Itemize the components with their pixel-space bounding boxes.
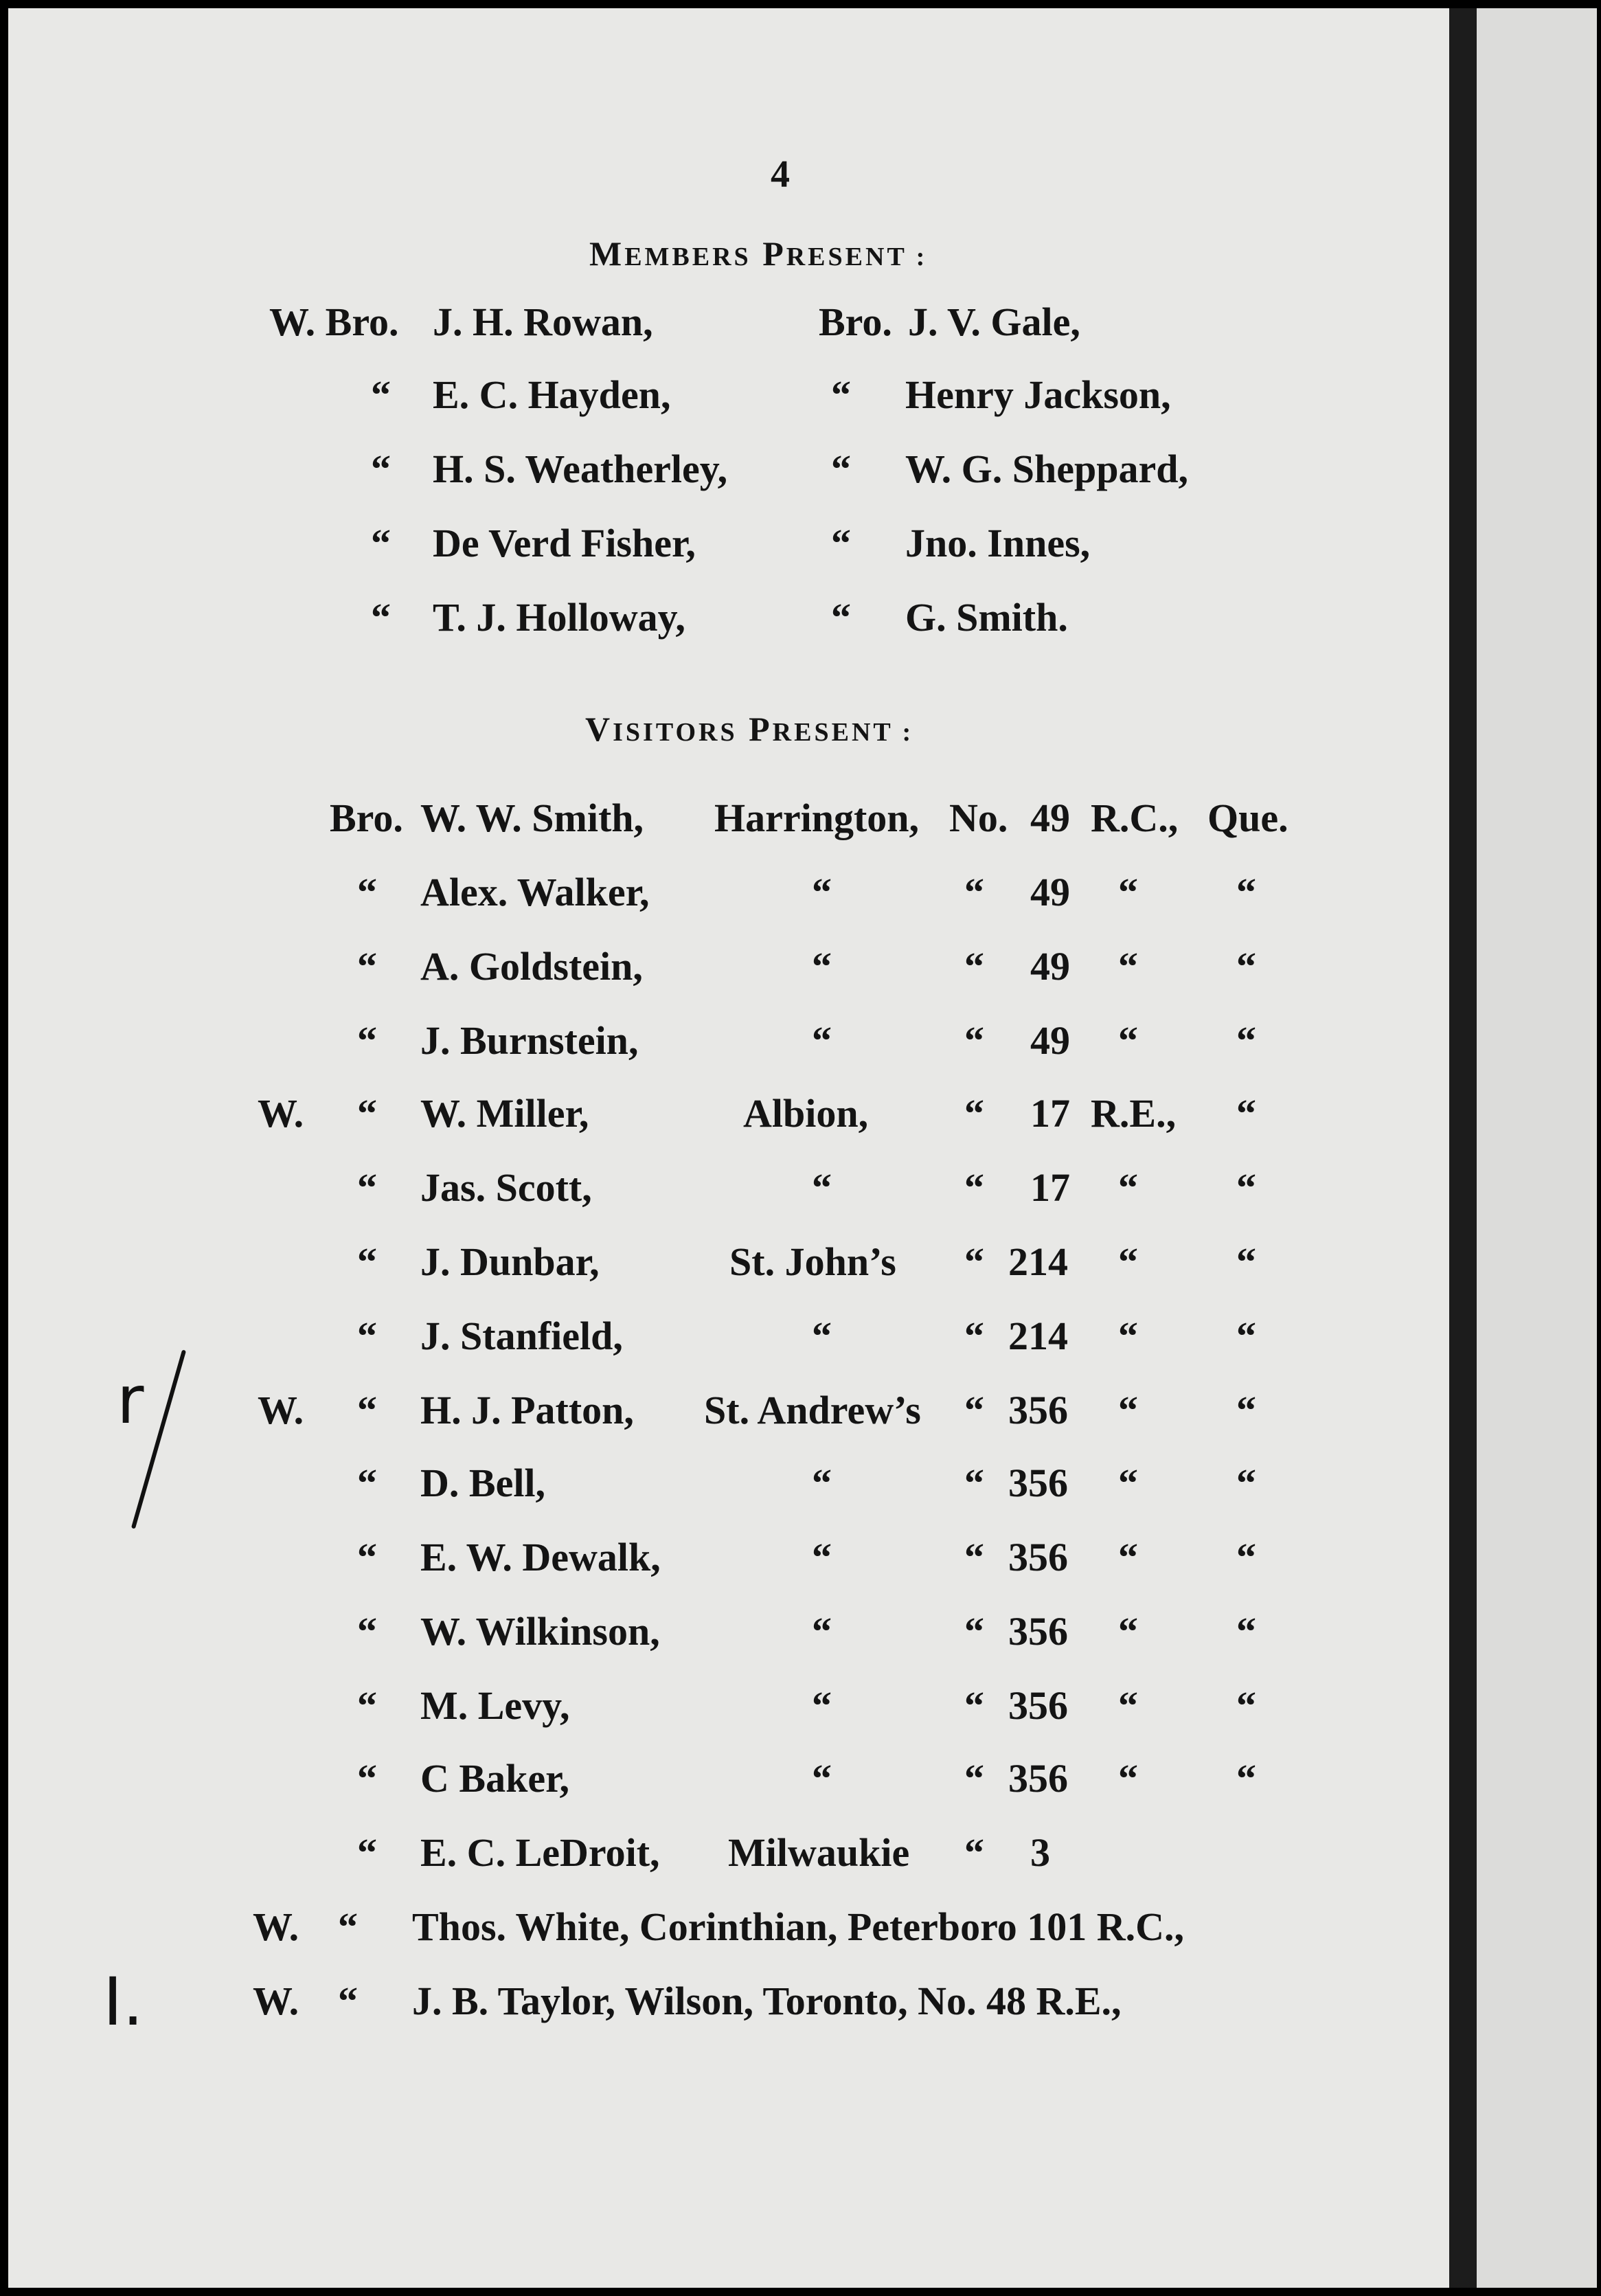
rank-label: W.: [258, 1091, 304, 1136]
ditto-mark: “: [812, 944, 832, 989]
ditto-mark: “: [1118, 944, 1138, 989]
margin-note-r: r: [117, 1362, 144, 1439]
lodge-number: 17: [1030, 1165, 1070, 1210]
ditto-mark: “: [338, 1979, 358, 2023]
lodge-number: 49: [1030, 796, 1070, 840]
member-name: De Verd Fisher,: [433, 521, 696, 565]
visitor-name: H. J. Patton,: [420, 1388, 634, 1432]
brother-prefix: Bro.: [330, 796, 403, 840]
ditto-mark: “: [831, 521, 851, 565]
rank-label: W.: [253, 1979, 299, 2023]
ditto-mark: “: [964, 870, 984, 914]
ditto-mark: “: [964, 1018, 984, 1063]
ditto-mark: “: [964, 1091, 984, 1136]
lodge-number: 49: [1030, 870, 1070, 914]
ditto-mark: “: [357, 1683, 377, 1728]
ditto-mark: “: [1118, 1018, 1138, 1063]
lodge-name: St. Andrew’s: [704, 1388, 921, 1432]
ditto-mark: “: [357, 944, 377, 989]
lodge-number: 49: [1030, 1018, 1070, 1063]
visitor-name: W. W. Smith,: [420, 796, 644, 840]
ditto-mark: “: [812, 1461, 832, 1505]
ditto-mark: “: [1236, 1535, 1256, 1579]
ditto-mark: “: [1236, 944, 1256, 989]
visitors-heading: VISITORS PRESENT :: [585, 710, 914, 748]
visitor-name: D. Bell,: [420, 1461, 546, 1505]
visitor-name: Jas. Scott,: [420, 1165, 592, 1210]
ditto-mark: “: [964, 1830, 984, 1875]
ditto-mark: “: [1236, 1091, 1256, 1136]
ditto-mark: “: [1118, 1461, 1138, 1505]
lodge-name: Milwaukie: [728, 1830, 910, 1875]
ditto-mark: “: [1236, 1314, 1256, 1358]
member-name: G. Smith.: [905, 595, 1068, 640]
ditto-mark: “: [1118, 1609, 1138, 1654]
lodge-number: 49: [1030, 944, 1070, 989]
page-binding-edge: [1449, 8, 1477, 2288]
ditto-mark: “: [812, 1609, 832, 1654]
ditto-mark: “: [1236, 870, 1256, 914]
province: Que.: [1207, 796, 1288, 840]
ditto-mark: “: [1118, 1165, 1138, 1210]
visitor-name: C Baker,: [420, 1756, 569, 1801]
lodge-number: 356: [1008, 1609, 1068, 1654]
visitor-name: E. W. Dewalk,: [420, 1535, 661, 1579]
ditto-mark: “: [831, 595, 851, 640]
ditto-mark: “: [1118, 1535, 1138, 1579]
member-prefix: Bro.: [819, 300, 892, 344]
ditto-mark: “: [964, 1756, 984, 1801]
lodge-number: 356: [1008, 1388, 1068, 1432]
visitor-entry: Thos. White, Corinthian, Peterboro 101 R.C.,: [412, 1904, 1185, 1949]
ditto-mark: “: [1118, 1756, 1138, 1801]
margin-note-i: I.: [103, 1963, 144, 2040]
ditto-mark: “: [812, 1756, 832, 1801]
visitor-name: A. Goldstein,: [420, 944, 643, 989]
lodge-number: 17: [1030, 1091, 1070, 1136]
ditto-mark: “: [1118, 1314, 1138, 1358]
ditto-mark: “: [964, 1461, 984, 1505]
ditto-mark: “: [1118, 870, 1138, 914]
lodge-number: 3: [1030, 1830, 1050, 1875]
ditto-mark: “: [357, 1535, 377, 1579]
ditto-mark: “: [1236, 1756, 1256, 1801]
visitor-name: M. Levy,: [420, 1683, 570, 1728]
ditto-mark: “: [964, 1683, 984, 1728]
jurisdiction: R.C.,: [1091, 796, 1179, 840]
ditto-mark: “: [357, 1314, 377, 1358]
ditto-mark: “: [1236, 1683, 1256, 1728]
ditto-mark: “: [964, 1165, 984, 1210]
ditto-mark: “: [357, 1018, 377, 1063]
member-name: E. C. Hayden,: [433, 372, 671, 417]
member-name: Henry Jackson,: [905, 372, 1171, 417]
jurisdiction: R.E.,: [1091, 1091, 1177, 1136]
ditto-mark: “: [964, 1239, 984, 1284]
member-name: W. G. Sheppard,: [905, 447, 1189, 491]
ditto-mark: “: [812, 1535, 832, 1579]
ditto-mark: “: [371, 595, 391, 640]
lodge-number: 356: [1008, 1461, 1068, 1505]
ditto-mark: “: [812, 870, 832, 914]
visitor-name: Alex. Walker,: [420, 870, 650, 914]
ditto-mark: “: [812, 1165, 832, 1210]
lodge-number: 214: [1008, 1239, 1068, 1284]
member-name: H. S. Weatherley,: [433, 447, 728, 491]
visitor-entry: J. B. Taylor, Wilson, Toronto, No. 48 R.E.,: [412, 1979, 1122, 2023]
visitor-name: E. C. LeDroit,: [420, 1830, 660, 1875]
members-heading: MEMBERS PRESENT :: [589, 234, 928, 273]
ditto-mark: “: [357, 1091, 377, 1136]
visitor-name: W. Wilkinson,: [420, 1609, 660, 1654]
visitor-name: J. Stanfield,: [420, 1314, 623, 1358]
visitor-name: J. Burnstein,: [420, 1018, 639, 1063]
lodge-name: Albion,: [743, 1091, 869, 1136]
ditto-mark: “: [1118, 1388, 1138, 1432]
ditto-mark: “: [357, 1830, 377, 1875]
ditto-mark: “: [1236, 1388, 1256, 1432]
ditto-mark: “: [812, 1314, 832, 1358]
ditto-mark: “: [1236, 1609, 1256, 1654]
ditto-mark: “: [964, 1535, 984, 1579]
member-prefix: W. Bro.: [269, 300, 399, 344]
ditto-mark: “: [1236, 1461, 1256, 1505]
ditto-mark: “: [357, 1388, 377, 1432]
ditto-mark: “: [357, 1165, 377, 1210]
ditto-mark: “: [1236, 1239, 1256, 1284]
number-prefix: No.: [949, 796, 1008, 840]
ditto-mark: “: [831, 447, 851, 491]
page-number: 4: [771, 153, 790, 196]
ditto-mark: “: [1236, 1165, 1256, 1210]
ditto-mark: “: [357, 1239, 377, 1284]
lodge-number: 356: [1008, 1756, 1068, 1801]
lodge-number: 356: [1008, 1535, 1068, 1579]
member-name: J. H. Rowan,: [433, 300, 653, 344]
lodge-name: St. John’s: [729, 1239, 896, 1284]
ditto-mark: “: [964, 1609, 984, 1654]
member-name: J. V. Gale,: [908, 300, 1080, 344]
ditto-mark: “: [1236, 1018, 1256, 1063]
ditto-mark: “: [357, 870, 377, 914]
member-name: T. J. Holloway,: [433, 595, 685, 640]
visitor-name: J. Dunbar,: [420, 1239, 600, 1284]
ditto-mark: “: [812, 1683, 832, 1728]
lodge-number: 356: [1008, 1683, 1068, 1728]
ditto-mark: “: [964, 944, 984, 989]
lodge-name: Harrington,: [714, 796, 920, 840]
ditto-mark: “: [357, 1609, 377, 1654]
ditto-mark: “: [357, 1756, 377, 1801]
ditto-mark: “: [1118, 1239, 1138, 1284]
ditto-mark: “: [357, 1461, 377, 1505]
rank-label: W.: [258, 1388, 304, 1432]
ditto-mark: “: [371, 372, 391, 417]
ditto-mark: “: [964, 1314, 984, 1358]
ditto-mark: “: [338, 1904, 358, 1949]
adjacent-page-edge: [1477, 8, 1597, 2288]
ditto-mark: “: [964, 1388, 984, 1432]
rank-label: W.: [253, 1904, 299, 1949]
ditto-mark: “: [1118, 1683, 1138, 1728]
ditto-mark: “: [831, 372, 851, 417]
ditto-mark: “: [812, 1018, 832, 1063]
ditto-mark: “: [371, 521, 391, 565]
visitor-name: W. Miller,: [420, 1091, 589, 1136]
lodge-number: 214: [1008, 1314, 1068, 1358]
ditto-mark: “: [371, 447, 391, 491]
member-name: Jno. Innes,: [905, 521, 1091, 565]
